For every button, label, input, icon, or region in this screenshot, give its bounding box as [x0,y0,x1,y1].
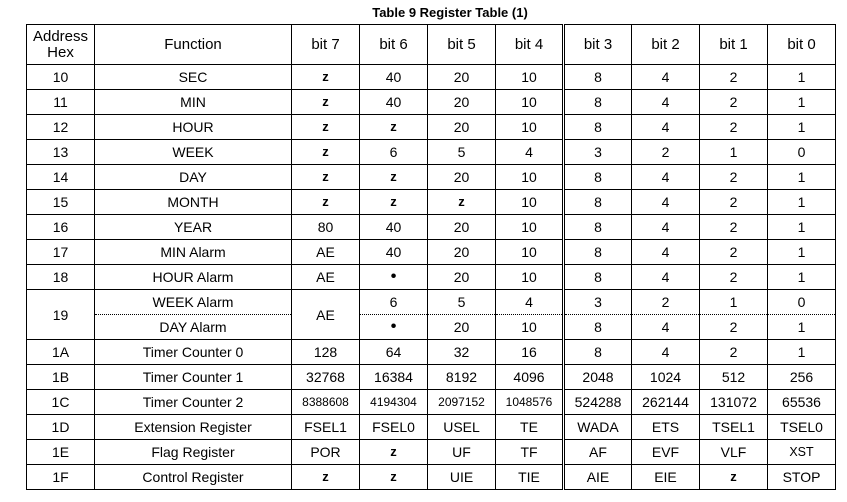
bit-cell: UIE [428,465,496,490]
register-table [26,24,836,490]
bit-cell: 2048 [564,365,632,390]
bit-cell: z [292,465,360,490]
bit-cell: 4 [632,215,700,240]
address-cell: 1B [27,365,95,390]
function-cell: SEC [95,65,292,90]
bit-cell: 20 [428,90,496,115]
bit-cell: 16384 [360,365,428,390]
bit-cell: z [700,465,768,490]
bit-cell: z [360,165,428,190]
header-bit: bit 7 [292,25,360,65]
bit-cell: 20 [428,65,496,90]
bit-cell: 40 [360,90,428,115]
address-cell: 16 [27,215,95,240]
bit-cell: 10 [496,190,564,215]
bit-cell: 131072 [700,390,768,415]
address-cell: 1A [27,340,95,365]
bit-cell: z [360,465,428,490]
bit-cell: UF [428,440,496,465]
bit-cell: z [292,165,360,190]
header-row [27,25,836,65]
bit-cell: 8 [564,215,632,240]
bit-cell: 4 [632,315,700,340]
bit-cell: 1 [768,240,836,265]
address-cell: 1E [27,440,95,465]
address-cell: 15 [27,190,95,215]
bit-cell: 6 [360,290,428,315]
function-cell: Timer Counter 1 [95,365,292,390]
bit-cell: 1 [768,65,836,90]
table-row [27,240,836,265]
bit-cell: 4194304 [360,390,428,415]
bit-cell: 1024 [632,365,700,390]
table-row [27,190,836,215]
bit-cell: 20 [428,115,496,140]
bit-cell: 262144 [632,390,700,415]
bit-cell: 10 [496,315,564,340]
bit-cell: 40 [360,240,428,265]
bit-cell: 8 [564,190,632,215]
bit-cell: FSEL0 [360,415,428,440]
table-row [27,115,836,140]
bit-cell: 128 [292,340,360,365]
address-cell: 11 [27,90,95,115]
header-bit: bit 1 [700,25,768,65]
function-cell: Extension Register [95,415,292,440]
bit-cell: 8 [564,90,632,115]
table-row [27,415,836,440]
address-cell: 17 [27,240,95,265]
bit-cell: AIE [564,465,632,490]
bit-cell: z [292,190,360,215]
bit-cell: WADA [564,415,632,440]
bit-cell: 64 [360,340,428,365]
bit-cell: 4096 [496,365,564,390]
bit-cell: 8 [564,240,632,265]
bit-cell: 10 [496,115,564,140]
bit-cell: • [360,315,428,340]
bit-cell: 10 [496,65,564,90]
bit-cell: USEL [428,415,496,440]
bit-cell: 8 [564,340,632,365]
bit-cell: 4 [632,165,700,190]
bit-cell: 3 [564,140,632,165]
bit-cell: z [428,190,496,215]
header-address-line2: Hex [47,43,74,61]
bit-cell: 0 [768,140,836,165]
bit-cell: 524288 [564,390,632,415]
bit-cell: 4 [496,140,564,165]
bit-cell: 10 [496,265,564,290]
address-cell: 13 [27,140,95,165]
function-cell: Timer Counter 0 [95,340,292,365]
bit-cell: 2 [632,290,700,315]
bit-cell: 4 [632,115,700,140]
table-row [27,365,836,390]
table-row [27,165,836,190]
bit-cell: 1 [768,340,836,365]
bit-cell: 8 [564,265,632,290]
header-address [27,25,95,65]
header-bit: bit 5 [428,25,496,65]
bit-cell: TSEL0 [768,415,836,440]
bit-cell: TE [496,415,564,440]
bit-cell: 32768 [292,365,360,390]
bit-cell: TF [496,440,564,465]
bit-cell: 8 [564,115,632,140]
header-bit: bit 3 [564,25,632,65]
bit-cell: 4 [632,340,700,365]
bit-cell: 256 [768,365,836,390]
bit-cell: 2 [700,240,768,265]
bit-cell: 2 [700,315,768,340]
bit-cell: 40 [360,215,428,240]
bit-cell: z [292,90,360,115]
address-cell: 10 [27,65,95,90]
header-bit: bit 6 [360,25,428,65]
bit-cell: 1 [768,190,836,215]
function-cell: Control Register [95,465,292,490]
table-row [27,340,836,365]
function-cell: YEAR [95,215,292,240]
address-cell: 12 [27,115,95,140]
bit-cell: STOP [768,465,836,490]
table-row [27,265,836,290]
table-row [27,390,836,415]
bit-cell: ETS [632,415,700,440]
bit-cell: 3 [564,290,632,315]
bit-cell: 4 [632,240,700,265]
header-function: Function [95,25,292,65]
bit-cell: TIE [496,465,564,490]
bit-cell: 2 [700,115,768,140]
bit-cell: z [292,115,360,140]
address-cell: 18 [27,265,95,290]
function-cell: MIN Alarm [95,240,292,265]
bit-cell: 2 [700,190,768,215]
bit-cell: z [292,65,360,90]
bit-cell: • [360,265,428,290]
bit-cell: 10 [496,165,564,190]
function-cell: WEEK Alarm [95,290,292,315]
bit-cell: z [360,440,428,465]
header-address-line1: Address [32,27,89,45]
function-cell: HOUR Alarm [95,265,292,290]
bit-cell: 65536 [768,390,836,415]
table-row [27,65,836,90]
bit-cell: 6 [360,140,428,165]
function-cell: Flag Register [95,440,292,465]
bit-cell: FSEL1 [292,415,360,440]
address-cell: 1C [27,390,95,415]
bit-cell: 20 [428,215,496,240]
bit-cell: 8388608 [292,390,360,415]
bit-cell: 2 [632,140,700,165]
bit-cell: 4 [632,65,700,90]
table-row [27,215,836,240]
bit-cell: 4 [632,190,700,215]
bit-cell: EIE [632,465,700,490]
bit-cell: 2097152 [428,390,496,415]
address-cell: 19 [27,290,95,340]
bit-cell: 512 [700,365,768,390]
bit-cell: 5 [428,290,496,315]
address-cell: 1D [27,415,95,440]
bit-cell: 8 [564,315,632,340]
bit-cell: 1 [768,315,836,340]
table-row [27,140,836,165]
function-cell: MIN [95,90,292,115]
function-cell: DAY [95,165,292,190]
bit-cell: 2 [700,340,768,365]
bit-cell: 4 [632,265,700,290]
bit-cell: 16 [496,340,564,365]
bit-cell: 1 [768,265,836,290]
bit-cell: z [360,190,428,215]
bit-cell: 2 [700,215,768,240]
bit-cell: 8192 [428,365,496,390]
bit-cell: 1 [768,115,836,140]
bit-cell: 80 [292,215,360,240]
bit-cell: 10 [496,90,564,115]
table-row [27,440,836,465]
table-row [27,290,836,315]
bit-cell: 1 [700,290,768,315]
bit-cell: AE [292,240,360,265]
bit-cell: 2 [700,90,768,115]
table-row [27,90,836,115]
bit-cell: z [360,115,428,140]
bit-cell: 8 [564,65,632,90]
function-cell: Timer Counter 2 [95,390,292,415]
table-row [27,465,836,490]
bit-cell: 1 [768,215,836,240]
table-row [27,315,836,340]
bit-cell: z [292,140,360,165]
bit-cell: 2 [700,265,768,290]
bit-cell: 10 [496,215,564,240]
function-cell: MONTH [95,190,292,215]
header-bit: bit 2 [632,25,700,65]
function-cell: WEEK [95,140,292,165]
bit-cell: AF [564,440,632,465]
bit-cell: 1048576 [496,390,564,415]
bit-cell: 20 [428,265,496,290]
bit-cell: 8 [564,165,632,190]
bit-cell: 20 [428,165,496,190]
bit-cell: 0 [768,290,836,315]
bit-cell: 2 [700,165,768,190]
bit-cell: 1 [768,165,836,190]
bit-cell: AE [292,265,360,290]
bit-cell: 2 [700,65,768,90]
bit-cell: 1 [700,140,768,165]
bit-cell: 40 [360,65,428,90]
bit-cell: 10 [496,240,564,265]
bit-cell: 20 [428,240,496,265]
address-cell: 1F [27,465,95,490]
bit-cell: 4 [632,90,700,115]
address-cell: 14 [27,165,95,190]
bit-cell: 20 [428,315,496,340]
function-cell: DAY Alarm [95,315,292,340]
bit-cell: XST [768,440,836,465]
bit-cell: EVF [632,440,700,465]
bit-cell: AE [292,290,360,340]
bit-cell: VLF [700,440,768,465]
table-caption: Table 9 Register Table (1) [372,5,528,20]
function-cell: HOUR [95,115,292,140]
bit-cell: 4 [496,290,564,315]
bit-cell: 1 [768,90,836,115]
header-bit: bit 0 [768,25,836,65]
bit-cell: 5 [428,140,496,165]
bit-cell: POR [292,440,360,465]
bit-cell: 32 [428,340,496,365]
bit-cell: TSEL1 [700,415,768,440]
header-bit: bit 4 [496,25,564,65]
